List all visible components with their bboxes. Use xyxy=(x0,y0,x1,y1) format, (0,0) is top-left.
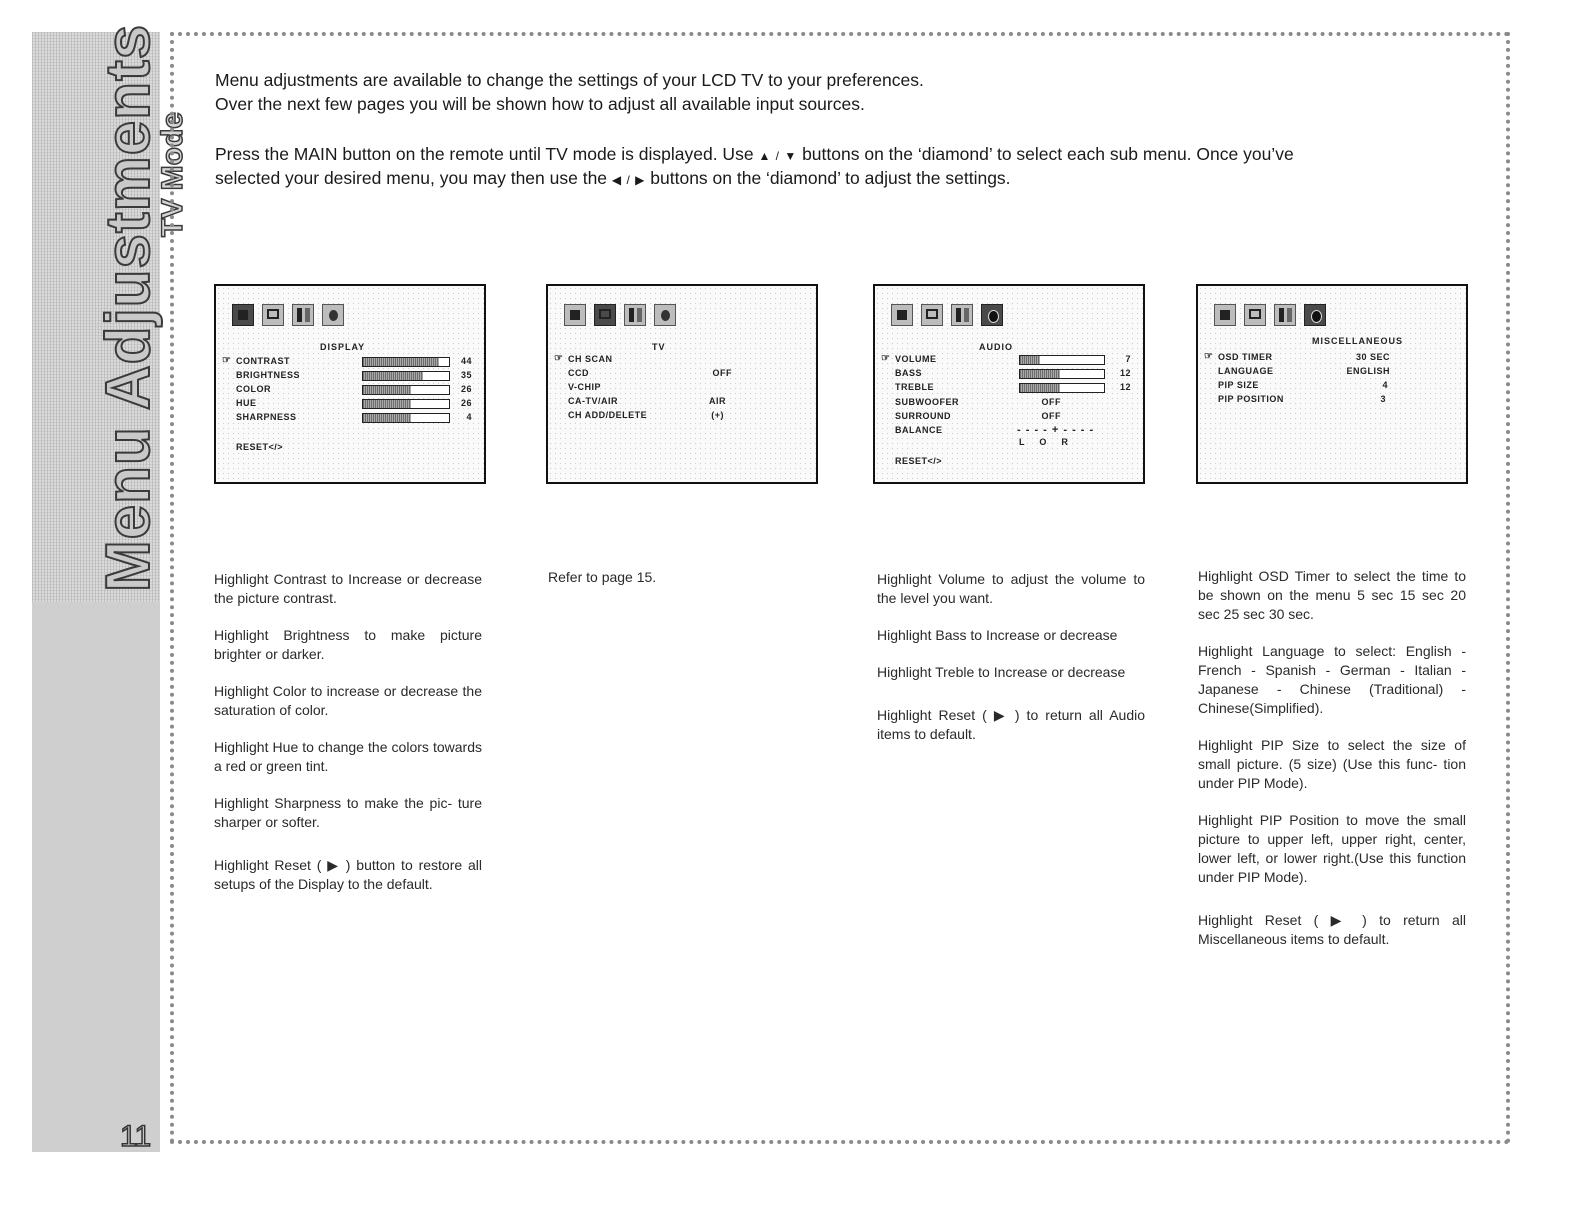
left-right-arrows-icon: ◀ / ▶ xyxy=(611,173,646,187)
row-label: LANGUAGE xyxy=(1218,366,1274,376)
intro-line-3b: buttons on the ‘diamond’ to select each sub menu. Once you’ve xyxy=(802,144,1294,164)
description-paragraph: Highlight Treble to Increase or decrease xyxy=(877,664,1126,680)
menu-title: AUDIO xyxy=(979,342,1013,352)
row-value: 7 xyxy=(1125,354,1131,364)
description-paragraph: Highlight Color to increase or decrease the saturation of color. xyxy=(214,683,482,718)
description-paragraph: Highlight Reset ( ▶ ) to return all Audio items to default. xyxy=(877,707,1145,742)
row-value: OFF xyxy=(1041,397,1061,407)
row-label: BALANCE xyxy=(895,425,943,435)
row-value: 12 xyxy=(1119,382,1131,392)
description-paragraph: Highlight Volume to adjust the volume to the level you want. xyxy=(877,571,1145,606)
row-label: CONTRAST xyxy=(236,356,290,366)
page-number: 11 xyxy=(120,1120,152,1153)
level-fill xyxy=(1020,356,1040,364)
menu-row xyxy=(222,398,474,412)
level-fill xyxy=(363,386,411,394)
intro-line-4a: selected your desired menu, you may then use the xyxy=(215,168,608,188)
banner-title-area xyxy=(32,23,189,602)
description-paragraph: Highlight Reset ( ▶ ) to return all Miscellaneous items to default. xyxy=(1198,912,1466,947)
menu-row xyxy=(881,411,1063,425)
menu-row-reset xyxy=(881,456,1133,470)
menu-row xyxy=(554,382,734,396)
row-label: SUBWOOFER xyxy=(895,397,959,407)
row-label: PIP SIZE xyxy=(1218,380,1259,390)
menu-title: DISPLAY xyxy=(320,342,366,352)
misc-icon xyxy=(654,304,676,326)
level-bar xyxy=(362,357,450,367)
menu-row xyxy=(554,354,806,368)
row-value: 30 SEC xyxy=(1355,352,1390,362)
pointer-hand-icon: ☞ xyxy=(881,353,891,364)
pointer-hand-icon: ☞ xyxy=(554,353,564,364)
level-fill xyxy=(363,358,439,366)
misc-description xyxy=(1198,567,1466,967)
row-value: 4 xyxy=(1382,380,1388,390)
row-label: CH SCAN xyxy=(568,354,613,364)
menu-row xyxy=(554,368,734,382)
row-value: 12 xyxy=(1119,368,1131,378)
row-value: AIR xyxy=(709,396,726,406)
display-description xyxy=(214,570,482,912)
intro-line-4 xyxy=(215,166,1011,192)
level-bar xyxy=(362,399,450,409)
tv-icon xyxy=(1244,304,1266,326)
misc-menu-screen xyxy=(1196,284,1468,484)
level-bar xyxy=(1019,355,1105,365)
audio-menu-screen xyxy=(873,284,1145,484)
tv-icon xyxy=(262,304,284,326)
row-value: OFF xyxy=(712,368,732,378)
description-paragraph: Highlight Sharpness to make the pic- ture sharper or softer. xyxy=(214,795,482,830)
menu-row xyxy=(1204,352,1392,366)
row-label: CCD xyxy=(568,368,589,378)
row-label: SHARPNESS xyxy=(236,412,297,422)
level-fill xyxy=(363,414,411,422)
menu-row xyxy=(222,412,474,426)
intro-line-1: Menu adjustments are available to change the settings of your LCD TV to your preferences. xyxy=(215,70,924,90)
row-label: VOLUME xyxy=(895,354,937,364)
display-icon xyxy=(1214,304,1236,326)
description-paragraph: Highlight PIP Size to select the size of small picture. (5 size) (Use this func- tion under PIP Mode). xyxy=(1198,737,1466,791)
tv-icon xyxy=(921,304,943,326)
row-value: 4 xyxy=(466,412,472,422)
section-subtitle: TV Mode xyxy=(156,112,189,237)
intro-line-2: Over the next few pages you will be shown how to adjust all available input sources. xyxy=(215,94,865,114)
level-fill xyxy=(363,400,411,408)
level-bar xyxy=(1019,369,1105,379)
row-label: RESET</> xyxy=(236,442,284,452)
display-icon xyxy=(564,304,586,326)
level-bar xyxy=(1019,383,1105,393)
menu-row xyxy=(881,425,1133,439)
row-value: 35 xyxy=(460,370,472,380)
intro-line-4b: buttons on the ‘diamond’ to adjust the settings. xyxy=(650,168,1011,188)
menu-title: TV xyxy=(652,342,666,352)
row-label: BASS xyxy=(895,368,923,378)
menu-title: MISCELLANEOUS xyxy=(1312,336,1404,346)
tv-description xyxy=(548,568,816,605)
section-title: Menu Adjustments xyxy=(94,23,163,592)
intro-line-3a: Press the MAIN button on the remote until TV mode is displayed. Use xyxy=(215,144,754,164)
menu-row xyxy=(1204,394,1388,408)
menu-icon-bar xyxy=(891,304,1003,326)
menu-icon-bar xyxy=(564,304,676,326)
row-label: CH ADD/DELETE xyxy=(568,410,648,420)
description-paragraph: Refer to page 15. xyxy=(548,569,657,585)
tv-menu-screen xyxy=(546,284,818,484)
description-paragraph: Highlight PIP Position to move the small picture to upper left, upper right, center, lower left, or lower right.(Use this function under PIP Mode). xyxy=(1198,812,1466,885)
audio-icon xyxy=(951,304,973,326)
balance-slider: - - - - + - - - - xyxy=(1017,424,1095,436)
level-bar xyxy=(362,413,450,423)
row-label: V-CHIP xyxy=(568,382,602,392)
menu-row xyxy=(222,370,474,384)
row-value: 3 xyxy=(1380,394,1386,404)
menu-icon-bar xyxy=(1214,304,1326,326)
menu-row xyxy=(1204,380,1390,394)
level-bar xyxy=(362,371,450,381)
misc-icon xyxy=(981,304,1003,326)
display-icon xyxy=(891,304,913,326)
description-paragraph: Highlight Reset ( ▶ ) button to restore all setups of the Display to the default. xyxy=(214,857,482,892)
menu-icon-bar xyxy=(232,304,344,326)
description-paragraph: Highlight Contrast to Increase or decrease the picture contrast. xyxy=(214,571,482,606)
row-value: 26 xyxy=(460,398,472,408)
row-label: HUE xyxy=(236,398,257,408)
menu-row xyxy=(881,397,1063,411)
display-icon xyxy=(232,304,254,326)
menu-row xyxy=(881,368,1133,382)
row-label: OSD TIMER xyxy=(1218,352,1273,362)
row-label: TREBLE xyxy=(895,382,934,392)
menu-row-reset xyxy=(222,442,474,456)
level-fill xyxy=(1020,384,1060,392)
row-label: BRIGHTNESS xyxy=(236,370,301,380)
audio-icon xyxy=(1274,304,1296,326)
level-fill xyxy=(363,372,423,380)
menu-row xyxy=(1204,366,1392,380)
menu-row xyxy=(554,410,726,424)
balance-scale-labels: L O R xyxy=(1019,437,1068,447)
row-label: RESET</> xyxy=(895,456,943,466)
intro-line-3 xyxy=(215,142,1294,168)
display-menu-screen xyxy=(214,284,486,484)
pointer-hand-icon: ☞ xyxy=(222,355,232,366)
menu-row xyxy=(554,396,728,410)
description-paragraph: Highlight Bass to Increase or decrease xyxy=(877,627,1118,643)
level-bar xyxy=(362,385,450,395)
up-down-arrows-icon: ▲ / ▼ xyxy=(758,149,798,163)
menu-row xyxy=(222,384,474,398)
description-paragraph: Highlight Brightness to make picture brighter or darker. xyxy=(214,627,482,662)
row-label: SURROUND xyxy=(895,411,952,421)
row-value: 44 xyxy=(460,356,472,366)
level-fill xyxy=(1020,370,1060,378)
row-label: PIP POSITION xyxy=(1218,394,1284,404)
pointer-hand-icon: ☞ xyxy=(1204,351,1214,362)
row-value: ENGLISH xyxy=(1346,366,1390,376)
tv-icon xyxy=(594,304,616,326)
row-label: CA-TV/AIR xyxy=(568,396,618,406)
audio-icon xyxy=(624,304,646,326)
side-banner xyxy=(32,23,189,1153)
description-paragraph: Highlight OSD Timer to select the time to be shown on the menu 5 sec 15 sec 20 sec 25 sec 30 sec. xyxy=(1198,568,1466,622)
row-value: 26 xyxy=(460,384,472,394)
description-paragraph: Highlight Language to select: English - French - Spanish - German - Italian - Japanese - Chinese (Traditional) - Chinese(Simplified). xyxy=(1198,643,1466,716)
misc-icon xyxy=(322,304,344,326)
menu-row xyxy=(222,356,474,370)
banner-lower-band xyxy=(32,602,160,1152)
misc-icon xyxy=(1304,304,1326,326)
menu-row xyxy=(881,354,1133,368)
menu-row xyxy=(881,382,1133,396)
row-value: OFF xyxy=(1041,411,1061,421)
row-value: (+) xyxy=(711,410,724,420)
row-label: COLOR xyxy=(236,384,271,394)
description-paragraph: Highlight Hue to change the colors towards a red or green tint. xyxy=(214,739,482,774)
audio-description xyxy=(877,570,1145,762)
audio-icon xyxy=(292,304,314,326)
